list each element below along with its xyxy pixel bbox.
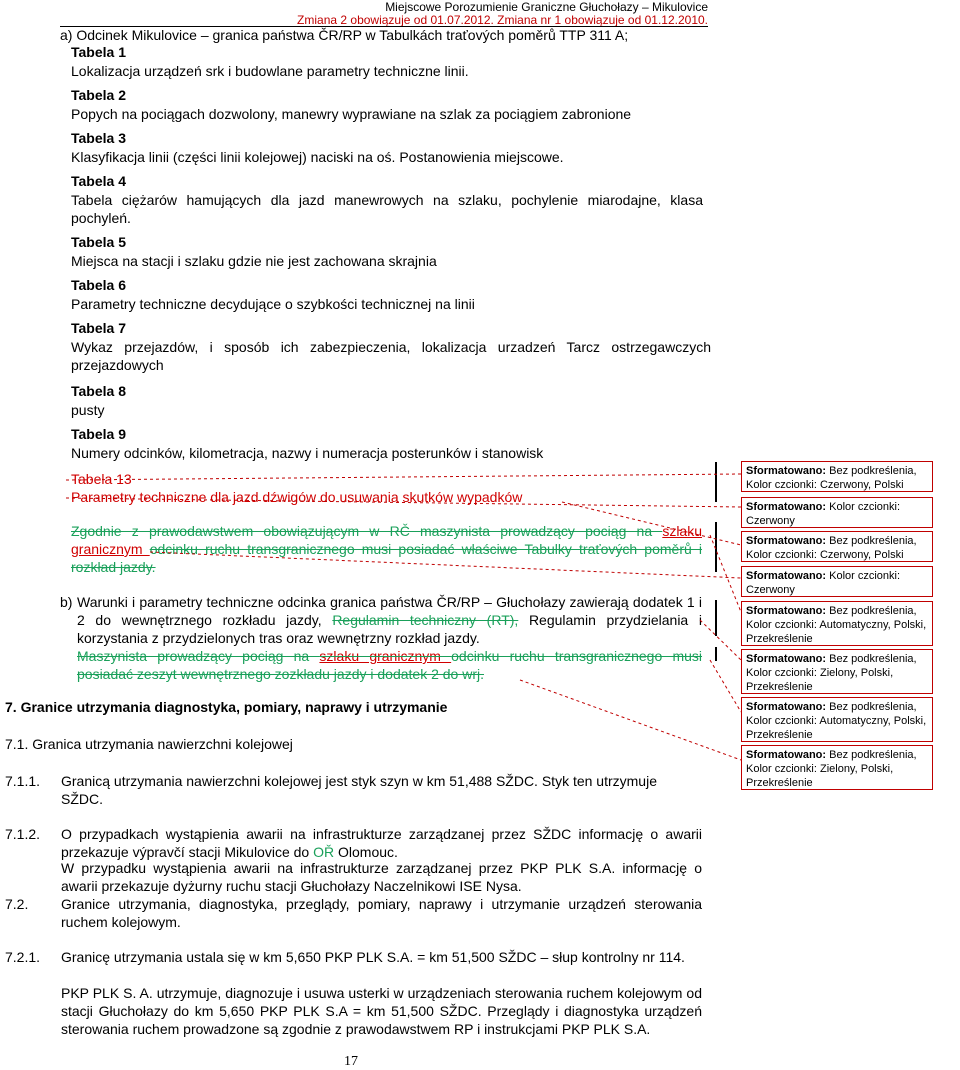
section-b-label: b) (60, 594, 73, 610)
comment-balloon: Sformatowano: Kolor czcionki: Czerwony (741, 497, 933, 528)
comment-balloon: Sformatowano: Bez podkreślenia, Kolor czcionki: Czerwony, Polski (741, 461, 933, 492)
section-7-1-2-or: OŘ (313, 844, 335, 860)
table-8-title: Tabela 8 (71, 383, 126, 399)
section-b-green-1: Maszynista prowadzący pociąg na (77, 648, 320, 664)
green-note-part-1: Zgodnie z prawodawstwem obowiązującym w RČ maszynista prowadzący pociąg na (71, 523, 663, 539)
comment-balloon: Sformatowano: Bez podkreślenia, Kolor czcionki: Zielony, Polski, Przekreślenie (741, 745, 933, 790)
green-note-part-2: odcinku ruchu transgranicznego musi posiadać właściwe Tabulky traťových poměrů i rozkład jazdy. (71, 541, 703, 575)
comment-balloon: Sformatowano: Bez podkreślenia, Kolor czcionki: Zielony, Polski, Przekreślenie (741, 649, 933, 694)
comment-balloon: Sformatowano: Kolor czcionki: Czerwony (741, 566, 933, 597)
table-7-title: Tabela 7 (71, 320, 126, 336)
comment-balloon: Sformatowano: Bez podkreślenia, Kolor czcionki: Automatyczny, Polski, Przekreślenie (741, 601, 933, 646)
table-6-desc: Parametry techniczne decydujące o szybkości technicznej na linii (71, 296, 475, 312)
section-7-1-2-text-b: Olomouc. (334, 844, 398, 860)
section-7-2-1-text-a: Granicę utrzymania ustala się w km 5,650 PKP PLK S.A. = km 51,500 SŽDC – słup kontrolny nr 114. (61, 949, 685, 965)
table-8-desc: pusty (71, 402, 105, 418)
table-3-title: Tabela 3 (71, 130, 126, 146)
table-9-desc: Numery odcinków, kilometracja, nazwy i numeracja posterunków i stanowisk (71, 445, 544, 461)
table-1-desc: Lokalizacja urządzeń srk i budowlane parametry techniczne linii. (71, 63, 469, 79)
table-5-title: Tabela 5 (71, 234, 126, 250)
header-title: Miejscowe Porozumienie Graniczne Głuchołazy – Mikulovice (385, 0, 708, 14)
table-13-title: Tabela 13 (71, 471, 132, 487)
green-note-red-part: szlaku granicznym (71, 523, 702, 557)
section-a-heading: a) Odcinek Mikulovice – granica państwa ČR/RP w Tabulkách traťových poměrů TTP 311 A; (60, 27, 629, 43)
page-number: 17 (344, 1054, 358, 1069)
section-7-1-1-text: Granicą utrzymania nawierzchni kolejowej jest styk szyn w km 51,488 SŽDC. Styk ten utrzymuje SŽDC. (61, 773, 657, 807)
table-7-desc: Wykaz przejazdów, i sposób ich zabezpieczenia, lokalizacja urzadzeń Tarcz ostrzegawczych przejazdowych (71, 339, 711, 373)
table-4-desc: Tabela ciężarów hamujących dla jazd manewrowych na szlaku, pochylenie miarodajne, klasa pochyleń. (71, 192, 703, 226)
comment-balloon: Sformatowano: Bez podkreślenia, Kolor czcionki: Czerwony, Polski (741, 531, 933, 562)
section-b-green-red: szlaku granicznym (319, 648, 452, 664)
section-7-2-1-text-b: PKP PLK S. A. utrzymuje, diagnozuje i usuwa usterki w urządzeniach sterowania ruchem kolejowym od stacji Głuchołazy do km 5,650 PKP PLK S.A = km 51,500 SŽDC. Przeglądy i diagnostyka urządzeń sterowania ruchem prowadzone są zgodnie z prawodawstwem RP i instrukcjami PKP PLK S.A. (61, 985, 702, 1037)
header-amendment: Zmiana 2 obowiązuje od 01.07.2012. Zmiana nr 1 obowiązuje od 01.12.2010. (297, 13, 708, 27)
section-7-1-2-text-c: W przypadku wystąpienia awarii na infrastrukturze zarządzanej przez PKP PLK S.A. informację o awarii przekazuje dyżurny ruchu stacji Głuchołazy Naczelnikowi ISE Nysa. (61, 860, 702, 894)
section-7-2-1-number: 7.2.1. (5, 949, 41, 965)
table-6-title: Tabela 6 (71, 277, 126, 293)
table-4-title: Tabela 4 (71, 173, 126, 189)
table-3-desc: Klasyfikacja linii (części linii kolejowej) naciski na oś. Postanowienia miejscowe. (71, 149, 564, 165)
comment-balloon: Sformatowano: Bez podkreślenia, Kolor czcionki: Automatyczny, Polski, Przekreślenie (741, 697, 933, 742)
section-b-struck-text: Regulamin techniczny (RT), (332, 612, 519, 628)
table-9-title: Tabela 9 (71, 426, 126, 442)
table-2-title: Tabela 2 (71, 87, 126, 103)
table-13-desc: Parametry techniczne dla jazd dźwigów do usuwania skutków wypadków (71, 489, 523, 505)
section-7-heading: 7. Granice utrzymania diagnostyka, pomiary, naprawy i utrzymanie (5, 699, 448, 715)
section-7-2-number: 7.2. (5, 896, 29, 912)
table-5-desc: Miejsca na stacji i szlaku gdzie nie jest zachowana skrajnia (71, 253, 437, 269)
section-b-text-2: Regulamin przydzielania i korzystania z przydzielonych tras oraz wewnętrzny rozkład jazdy. (77, 612, 702, 646)
table-2-desc: Popych na pociągach dozwolony, manewry wyprawiane na szlak za pociągiem zabronione (71, 106, 632, 122)
section-7-2-text: Granice utrzymania, diagnostyka, przeglądy, pomiary, naprawy i utrzymanie urządzeń sterowania ruchem kolejowym. (61, 896, 702, 930)
section-7-1-2-number: 7.1.2. (5, 826, 41, 842)
section-7-1-1-number: 7.1.1. (5, 773, 41, 789)
table-1-title: Tabela 1 (71, 44, 126, 60)
section-b-green-2: odcinku ruchu transgranicznego musi posiadać zeszyt wewnętrznego zozkładu jazdy i dodatek 2 do wrj. (77, 648, 703, 682)
section-7-1-2-text-a: O przypadkach wystąpienia awarii na infrastrukturze zarządzanej przez SŽDC informację o awarii przekazuje výpravčí stacji Mikulovice do (61, 826, 702, 860)
section-b-text-1: Warunki i parametry techniczne odcinka granica państwa ČR/RP – Głuchołazy zawierają dodatek 1 i 2 do wewnętrznego rozkładu jazdy, (77, 594, 702, 628)
section-7-1-heading: 7.1. Granica utrzymania nawierzchni kolejowej (5, 736, 293, 752)
